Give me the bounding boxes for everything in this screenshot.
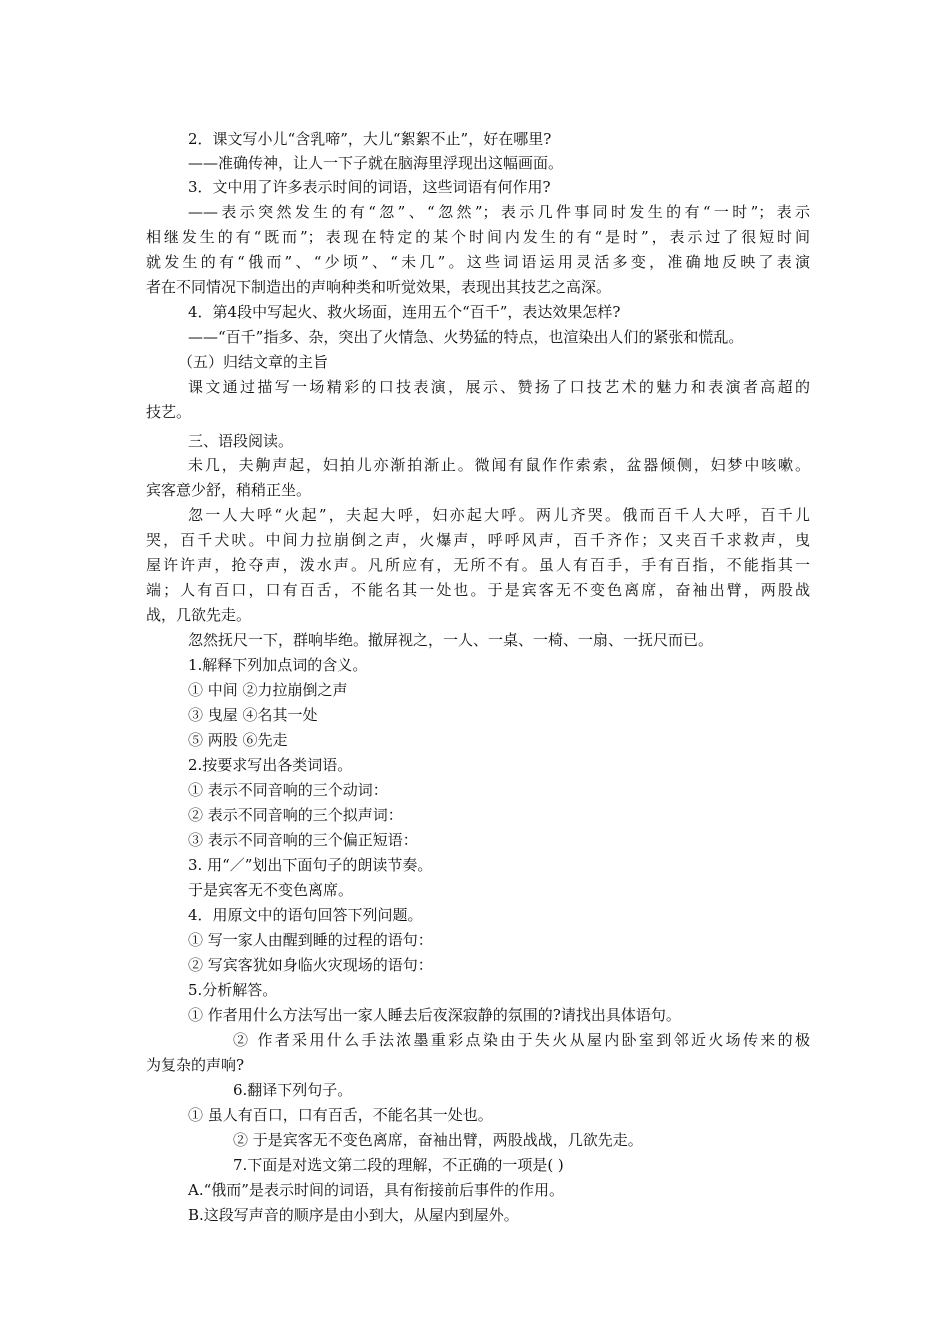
text-line: 端；人有百口，口有百舌，不能名其一处也。于是宾客无不变色离席，奋袖出臂，两股战 [146,581,810,599]
section-heading: （五）归结文章的主旨 [178,353,329,371]
text-line: 就发生的有“俄而”、“少顷”、“未几”。这些词语运用灵活多变，准确地反映了表演 [146,253,810,271]
question-line: 5.分析解答。 [188,981,278,999]
text-line: 技艺。 [146,403,192,421]
text-line: 相继发生的有“既而”；表现在特定的某个时间内发生的有“是时”，表示过了很短时间 [146,228,810,246]
text-line: 哭，百千犬吠。中间力拉崩倒之声，火爆声，呼呼风声，百千齐作；又夹百千求救声，曳 [146,531,810,549]
question-line: ③ 曳屋 ④名其一处 [188,706,318,724]
question-line: ② 写宾客犹如身临火灾现场的语句： [188,956,433,974]
text-line: 屋许许声，抢夺声，泼水声。凡所应有，无所不有。虽人有百手，手有百指，不能指其一 [146,556,810,574]
question-line: ① 写一家人由醒到睡的过程的语句： [188,931,433,949]
question-line: 6.翻译下列句子。 [233,1081,353,1099]
text-line: ——准确传神，让人一下子就在脑海里浮现出这幅画面。 [188,154,564,172]
question-line: ① 作者用什么方法写出一家人睡去后夜深寂静的氛围的?请找出具体语句。 [188,1006,681,1024]
option-line: A.“俄而”是表示时间的词语，具有衔接前后事件的作用。 [188,1181,564,1199]
question-line: ② 表示不同音响的三个拟声词： [188,806,403,824]
question-line: ⑤ 两股 ⑥先走 [188,731,288,749]
text-line: 未几，夫齁声起，妇拍儿亦渐拍渐止。微闻有鼠作作索索，盆器倾侧，妇梦中咳嗽。 [188,456,810,474]
text-line: 忽一人大呼“火起”，夫起大呼，妇亦起大呼。两儿齐哭。俄而百千人大呼，百千儿 [188,506,810,524]
text-line: 战，几欲先走。 [146,606,252,624]
text-line: ——“百千”指多、杂，突出了火情急、火势猛的特点，也渲染出人们的紧张和慌乱。 [188,328,744,346]
question-line: ① 中间 ②力拉崩倒之声 [188,681,348,699]
question-line: 1.解释下列加点词的含义。 [188,656,368,674]
question-line: 4．用原文中的语句回答下列问题。 [188,906,423,924]
option-line: B.这段写声音的顺序是由小到大，从屋内到屋外。 [188,1206,519,1224]
text-line: 3．文中用了许多表示时间的词语，这些词语有何作用? [188,178,551,196]
question-line: 于是宾客无不变色离席。 [188,881,354,899]
question-line: ① 表示不同音响的三个动词： [188,781,388,799]
question-line: ① 虽人有百口，口有百舌，不能名其一处也。 [188,1106,493,1124]
question-line: 7.下面是对选文第二段的理解，不正确的一项是( ) [233,1156,564,1174]
section-heading: 三、语段阅读。 [188,432,294,450]
text-line: 4．第4段中写起火、救火场面，连用五个“百千”，表达效果怎样? [188,303,621,321]
question-line: 3. 用“／”划出下面句子的朗读节奏。 [188,856,433,874]
question-line: 2.按要求写出各类词语。 [188,756,353,774]
text-line: 课文通过描写一场精彩的口技表演，展示、赞扬了口技艺术的魅力和表演者高超的 [188,378,810,396]
question-line: ② 作者采用什么手法浓墨重彩点染由于失火从屋内卧室到邻近火场传来的极 [233,1031,810,1049]
text-line: 忽然抚尺一下，群响毕绝。撤屏视之，一人、一桌、一椅、一扇、一抚尺而已。 [188,631,714,649]
question-line: 为复杂的声响? [146,1056,245,1074]
text-line: ——表示突然发生的有“忽”、“忽然”；表示几件事同时发生的有“一时”；表示 [188,203,810,221]
question-line: ② 于是宾客无不变色离席，奋袖出臂，两股战战，几欲先走。 [233,1131,643,1149]
text-line: 者在不同情况下制造出的声响种类和听觉效果，表现出其技艺之高深。 [146,278,612,296]
text-line: 2．课文写小儿“含乳啼”，大儿“絮絮不止”，好在哪里? [188,130,552,148]
question-line: ③ 表示不同音响的三个偏正短语： [188,831,418,849]
text-line: 宾客意少舒，稍稍正坐。 [146,481,312,499]
